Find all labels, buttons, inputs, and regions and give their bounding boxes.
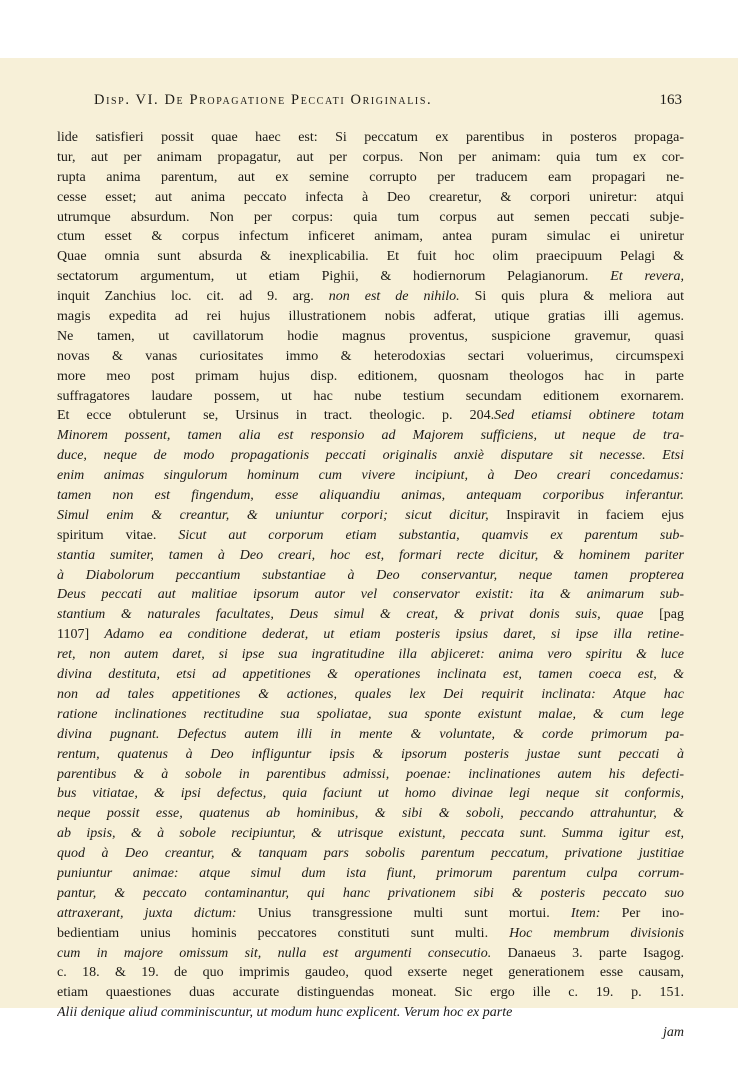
italic-text: Adamo ea conditione dederat, ut etiam posteris ipsius daret, si ipse illa retine- xyxy=(104,627,684,643)
italic-text: cum in majore omissum sit, nulla est argumenti consecutio. xyxy=(57,945,492,961)
text-line xyxy=(57,884,684,904)
italic-text: ret, non autem daret, si ipse sua ingratitudine illa abjiceret: anima vero spiritu & luce xyxy=(57,647,684,663)
text-line xyxy=(57,426,684,446)
text-line xyxy=(57,168,684,188)
italic-text: jam xyxy=(663,1025,684,1041)
text-line xyxy=(57,387,684,407)
text-line xyxy=(57,367,684,387)
roman-text: magis expedita ad rei hujus illustrationem nobis adferat, utique gratias illi agemus. xyxy=(57,309,684,325)
text-line xyxy=(57,1023,684,1043)
roman-text: 1107] xyxy=(57,627,105,643)
italic-text: Item: xyxy=(570,905,601,921)
roman-text: Danaeus 3. parte Isagog. xyxy=(491,945,684,961)
book-page xyxy=(0,58,738,1041)
roman-text: [pag xyxy=(643,607,684,623)
roman-text: Quae omnia sunt absurda & inexplicabilia. Et fuit hoc olim praecipuum Pelagi & xyxy=(57,249,684,265)
text-line xyxy=(57,725,684,745)
text-line xyxy=(57,446,684,466)
text-line xyxy=(57,406,684,426)
text-line xyxy=(57,506,684,526)
text-line xyxy=(57,944,684,964)
running-head xyxy=(56,89,682,111)
text-line xyxy=(57,526,684,546)
italic-text: pantur, & peccato contaminantur, qui hanc privationem sibi & posteris peccato suo xyxy=(57,885,684,901)
text-line xyxy=(57,247,684,267)
italic-text: non est de nihilo. xyxy=(328,289,460,305)
italic-text: Alii denique aliud comminiscuntur, ut modum hunc explicent. Verum hoc ex parte xyxy=(57,1005,513,1021)
italic-text: neque possit esse, quatenus ab hominibus, & sibi & soboli, peccando attrahuntur, & xyxy=(57,806,684,822)
text-line xyxy=(57,804,684,824)
text-line xyxy=(57,327,684,347)
text-line xyxy=(57,963,684,983)
body-text xyxy=(57,128,684,1043)
roman-text: cesse esset; aut anima peccato infecta à Deo crearetur, & corpori uniretur: atqui xyxy=(57,189,684,205)
text-line xyxy=(57,784,684,804)
italic-text: divina pugnant. Defectus autem illi in mente & voluntate, & corde primorum pa- xyxy=(57,726,684,742)
italic-text: attraxerant, juxta dictum: xyxy=(57,905,237,921)
text-line xyxy=(57,983,684,1003)
text-line xyxy=(57,347,684,367)
roman-text: lide satisfieri possit quae haec est: Si peccatum ex parentibus in posteros propaga- xyxy=(57,130,684,145)
italic-text: Et revera, xyxy=(610,269,684,285)
text-line xyxy=(57,267,684,287)
italic-text: parentibus & à sobole in parentibus admissi, poenae: inclinationes autem his defecti- xyxy=(57,766,684,782)
italic-text: Sed etiamsi obtinere totam xyxy=(494,408,684,424)
italic-text: Simul enim & creantur, & uniuntur corpori; sicut dicitur, xyxy=(57,507,489,523)
text-line xyxy=(57,208,684,228)
roman-text: tur, aut per animam propagatur, aut per corpus. Non per animam: quia tum ex cor- xyxy=(57,149,684,165)
roman-text: sectatorum argumentum, ut etiam Pighii, & hodiernorum Pelagianorum. xyxy=(57,269,611,285)
text-line xyxy=(57,625,684,645)
text-line xyxy=(57,546,684,566)
text-line xyxy=(57,665,684,685)
italic-text: non ad tales appetitiones & actiones, quales lex Dei requirit inclinata: Atque hac xyxy=(57,686,684,702)
italic-text: à Diabolorum peccantium substantiae à Deo conservantur, neque tamen propterea xyxy=(57,567,684,583)
text-line xyxy=(57,585,684,605)
italic-text: quod à Deo creantur, & tanquam pars sobolis parentum peccatum, privatione justitiae xyxy=(57,846,684,862)
text-line xyxy=(57,765,684,785)
text-line xyxy=(57,566,684,586)
italic-text: duce, neque de modo propagationis peccati originalis anxiè disputare sit necesse. Etsi xyxy=(57,448,684,464)
roman-text: more meo post primam hujus disp. editionem, quosnam theologos hac in parte xyxy=(57,368,684,384)
text-line xyxy=(57,605,684,625)
page-number: 163 xyxy=(659,92,682,108)
text-line xyxy=(57,745,684,765)
roman-text: novas & vanas curiositates immo & heterodoxias sectari voluerimus, circumspexi xyxy=(57,348,684,364)
italic-text: divina destituta, etsi ad appetitiones & operationes inclinata est, tamen coeca est, & xyxy=(57,667,684,683)
roman-text: etiam quaestiones duas accurate distinguendas moneat. Sic ergo ille c. 19. p. 151. xyxy=(57,985,684,1001)
text-line xyxy=(57,287,684,307)
text-line xyxy=(57,466,684,486)
roman-text: ctum esset & corpus infectum inficeret animam, antea puram simulac ei uniretur xyxy=(57,229,684,245)
text-line xyxy=(57,824,684,844)
text-line xyxy=(57,645,684,665)
text-line xyxy=(57,128,684,148)
italic-text: stantia sumiter, tamen à Deo creari, hoc est, formari recte dicitur, & hominem pariter xyxy=(57,547,684,563)
italic-text: Deus peccati aut malitiae ipsorum autor vel conservator existit: ita & animarum sub- xyxy=(57,587,684,603)
roman-text: Si quis plura & meliora aut xyxy=(459,289,684,305)
italic-text: ratione inclinationes rectitudine sua spoliatae, sua sponte existunt malae, & cum lege xyxy=(57,706,684,722)
roman-text: suffragatores laudare possem, ut hac nube testium secundam editionem exornarem. xyxy=(57,388,684,404)
text-line xyxy=(57,148,684,168)
text-line xyxy=(57,864,684,884)
roman-text: inquit Zanchius loc. cit. ad 9. arg. xyxy=(57,289,329,305)
roman-text: Unius transgressione multi sunt mortui. xyxy=(236,905,571,921)
text-line xyxy=(57,1003,684,1023)
italic-text: rentum, quatenus à Deo infliguntur ipsis & ipsorum posteris justae sunt peccati à xyxy=(57,746,684,762)
roman-text: spiritum vitae. xyxy=(57,527,179,543)
text-line xyxy=(57,307,684,327)
italic-text: puniuntur animae: atque simul dum ista fiunt, primorum parentum culpa corrum- xyxy=(57,865,684,881)
text-line xyxy=(57,705,684,725)
text-line xyxy=(57,188,684,208)
italic-text: Minorem possent, tamen alia est responsio ad Majorem sufficiens, ut neque de tra- xyxy=(57,428,684,444)
text-line xyxy=(57,486,684,506)
italic-text: enim animas singulorum hominum cum vivere incipiunt, à Deo creari concedamus: xyxy=(57,468,684,484)
roman-text: Inspiravit in faciem ejus xyxy=(488,507,684,523)
italic-text: Sicut aut corporum etiam substantia, quamvis ex parentum sub- xyxy=(178,527,684,543)
roman-text: Ne tamen, ut cavillatorum hodie magnus proventus, suspicione gravemur, quasi xyxy=(57,328,684,344)
roman-text: Per ino- xyxy=(600,905,684,921)
text-line xyxy=(57,924,684,944)
roman-text: bedientiam unius hominis peccatores constituti sunt multi. xyxy=(57,925,510,941)
italic-text: tamen non est fingendum, esse aliquandiu animas, antequam corporibus inferantur. xyxy=(57,488,684,504)
text-line xyxy=(57,844,684,864)
text-line xyxy=(57,227,684,247)
roman-text: c. 18. & 19. de quo imprimis gaudeo, quod exserte neget generationem esse causam, xyxy=(57,965,684,981)
roman-text: utrumque absurdum. Non per corpus: quia tum corpus aut semen peccati subje- xyxy=(57,209,684,225)
italic-text: stantium & naturales facultates, Deus simul & creat, & privat donis suis, quae xyxy=(57,607,644,623)
italic-text: ab ipsis, & à sobole recipiuntur, & utrisque existunt, peccata sunt. Summa igitur est, xyxy=(57,826,684,842)
roman-text: rupta anima parentum, aut ex semine corrupto per traducem eam propagari ne- xyxy=(57,169,684,185)
italic-text: bus vitiatae, & ipsi defectus, quia faciunt ut homo divinae legi neque sit conformis, xyxy=(57,786,684,802)
italic-text: Hoc membrum divisionis xyxy=(509,925,684,941)
roman-text: Et ecce obtulerunt se, Ursinus in tract. theologic. p. 204. xyxy=(57,408,495,424)
text-line xyxy=(57,904,684,924)
text-line xyxy=(57,685,684,705)
running-title: Disp. VI. De Propagatione Peccati Originalis. xyxy=(94,92,433,108)
